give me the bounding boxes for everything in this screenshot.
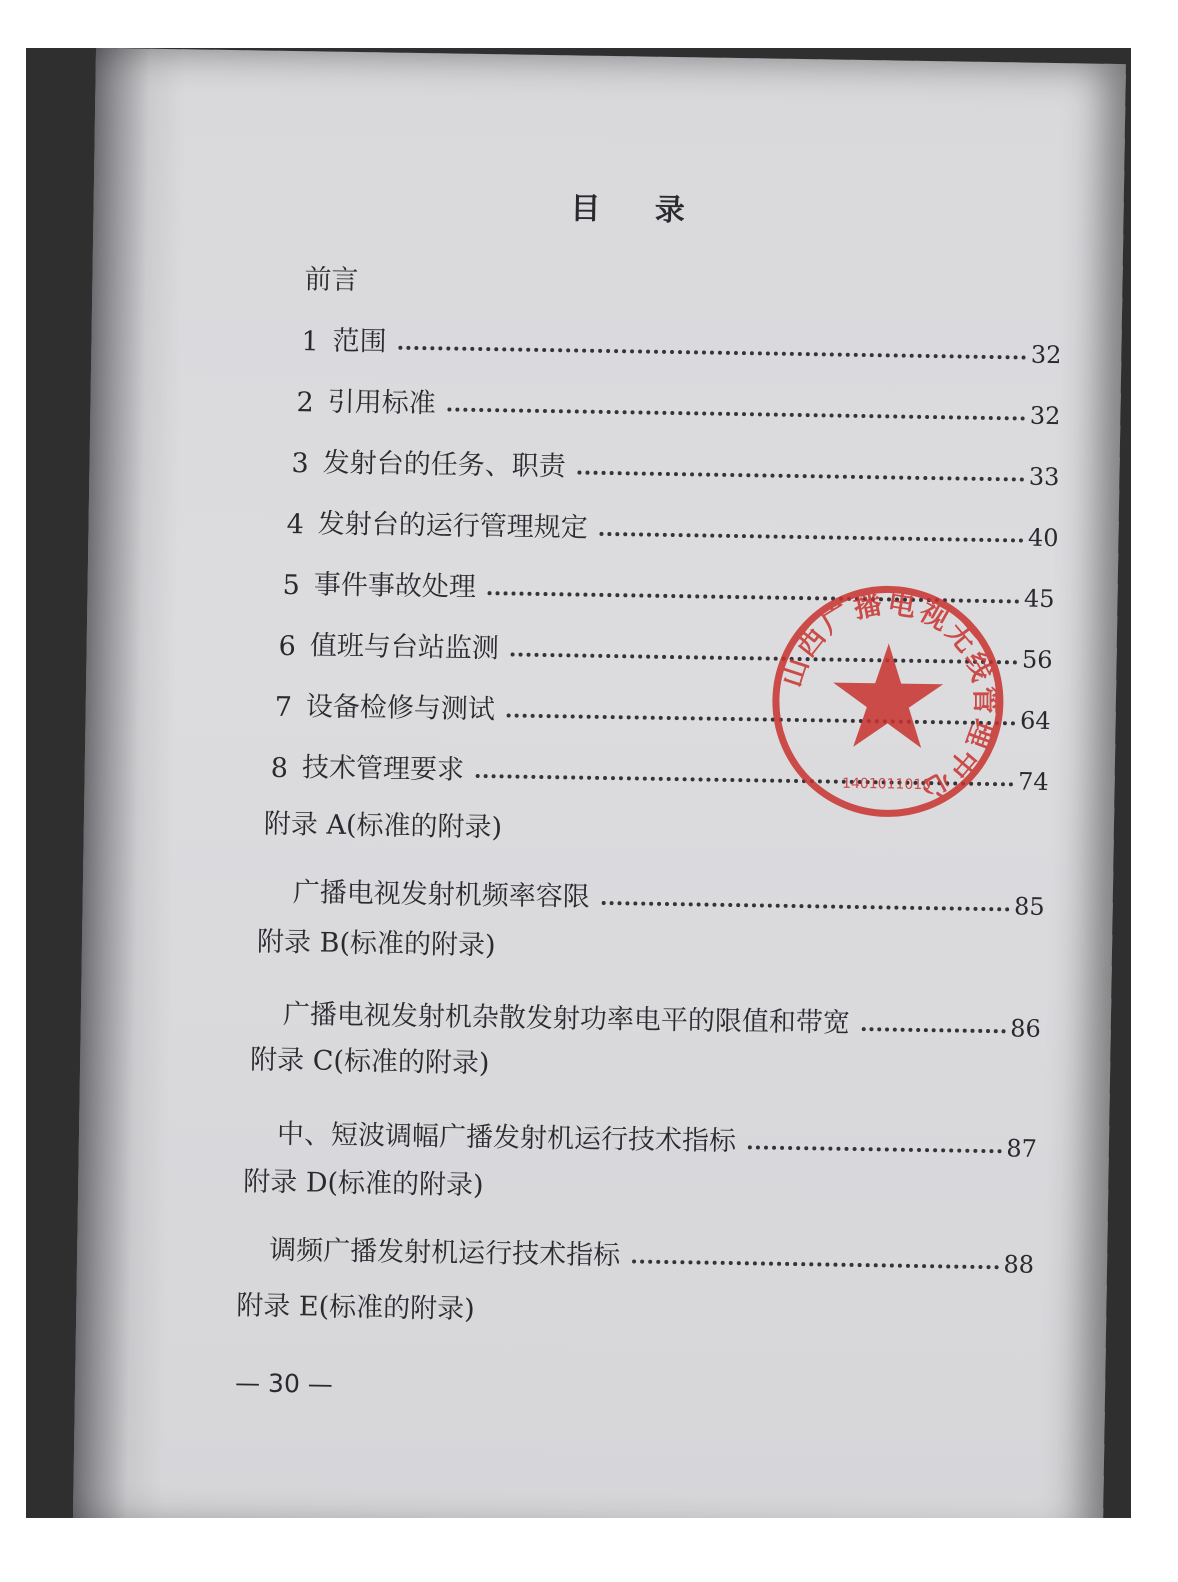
toc-entry-page: 86 xyxy=(1010,1014,1041,1043)
leader-dots xyxy=(600,532,1024,543)
toc-entry-text: 引用标准 xyxy=(327,386,436,420)
toc-entry-text: 附录 B(标准的附录) xyxy=(256,926,496,962)
leader-dots xyxy=(578,471,1025,482)
toc-entry-number: 7 xyxy=(274,691,293,724)
toc-entry-number: 4 xyxy=(286,508,305,541)
official-seal-stamp xyxy=(768,582,1008,822)
toc-entry-page: 33 xyxy=(1028,462,1060,492)
toc-entry-text: 发射台的运行管理规定 xyxy=(317,508,589,544)
toc-entry-page: 40 xyxy=(1027,523,1059,553)
toc-entry-text: 设备检修与测试 xyxy=(305,691,496,726)
toc-entry-4 xyxy=(286,500,1059,552)
toc-entry-text: 调频广播发射机运行技术指标 xyxy=(268,1234,621,1272)
seal-text: 山西广播电视无线管理中心 xyxy=(774,586,1002,809)
leader-dots xyxy=(602,901,1010,911)
leader-dots xyxy=(399,346,1027,360)
toc-entry-page: 74 xyxy=(1017,767,1049,796)
toc-entry-text: 发射台的任务、职责 xyxy=(322,447,566,483)
toc-entry-appendix-d xyxy=(243,1158,944,1209)
toc-entry-page: 87 xyxy=(1006,1134,1038,1163)
toc-entry-page: 56 xyxy=(1021,645,1053,675)
toc-entry-text: 附录 A(标准的附录) xyxy=(263,808,503,844)
toc-entry-number: 2 xyxy=(296,387,314,419)
toc-entry-text: 附录 E(标准的附录) xyxy=(236,1290,475,1326)
toc-entry-appendix-e xyxy=(236,1282,937,1333)
toc-entry-text: 附录 D(标准的附录) xyxy=(243,1166,484,1202)
toc-entry-number: 1 xyxy=(301,326,319,358)
toc-entry-number: 5 xyxy=(282,569,301,602)
toc-entry-page: 88 xyxy=(1003,1250,1035,1279)
toc-entry-number: 6 xyxy=(278,630,297,663)
toc-title: 目 录 xyxy=(570,191,708,229)
toc-entry-page: 32 xyxy=(1029,401,1061,431)
toc-entry-text: 广播电视发射机频率容限 xyxy=(292,877,591,913)
toc-entry-text: 值班与台站监测 xyxy=(309,630,500,665)
toc-entry-3 xyxy=(291,439,1060,491)
toc-entry-page: 45 xyxy=(1023,584,1055,614)
toc-entry-appendix-b-title xyxy=(283,991,1042,1043)
toc-entry-page: 32 xyxy=(1030,340,1062,370)
toc-entry-text: 前言 xyxy=(304,264,359,297)
toc-entry-appendix-b xyxy=(257,919,958,970)
toc-entry-text: 事件事故处理 xyxy=(313,569,477,603)
toc-entry-page: 64 xyxy=(1019,706,1051,735)
document-page xyxy=(73,48,1126,1518)
toc-entry-appendix-c xyxy=(250,1036,951,1087)
toc-entry-number: 8 xyxy=(270,752,289,785)
leader-dots xyxy=(448,407,1026,420)
page-number: — 30 — xyxy=(234,1368,334,1399)
toc-entry-text: 中、短波调幅广播发射机运行技术指标 xyxy=(276,1118,737,1158)
toc-entry-preface xyxy=(304,256,1035,307)
toc-entry-text: 广播电视发射机杂散发射功率电平的限值和带宽 xyxy=(282,998,851,1039)
toc-entry-appendix-c-title xyxy=(277,1111,1038,1163)
leader-dots xyxy=(748,1145,1002,1153)
photo-frame xyxy=(26,48,1131,1518)
toc-entry-2 xyxy=(296,378,1061,430)
leader-dots xyxy=(862,1027,1006,1033)
toc-entry-text: 技术管理要求 xyxy=(301,752,465,786)
leader-dots xyxy=(632,1259,999,1269)
toc-entry-appendix-a-title xyxy=(293,869,1046,921)
toc-entry-appendix-d-title xyxy=(269,1227,1035,1279)
toc-entry-text: 范围 xyxy=(332,325,387,358)
toc-entry-text: 附录 C(标准的附录) xyxy=(249,1044,490,1080)
toc-entry-number: 3 xyxy=(291,448,309,480)
seal-star-icon xyxy=(832,643,944,749)
seal-code: 1401011010 xyxy=(841,775,932,794)
toc-entry-1 xyxy=(301,317,1062,369)
toc-entry-page: 85 xyxy=(1013,892,1045,921)
